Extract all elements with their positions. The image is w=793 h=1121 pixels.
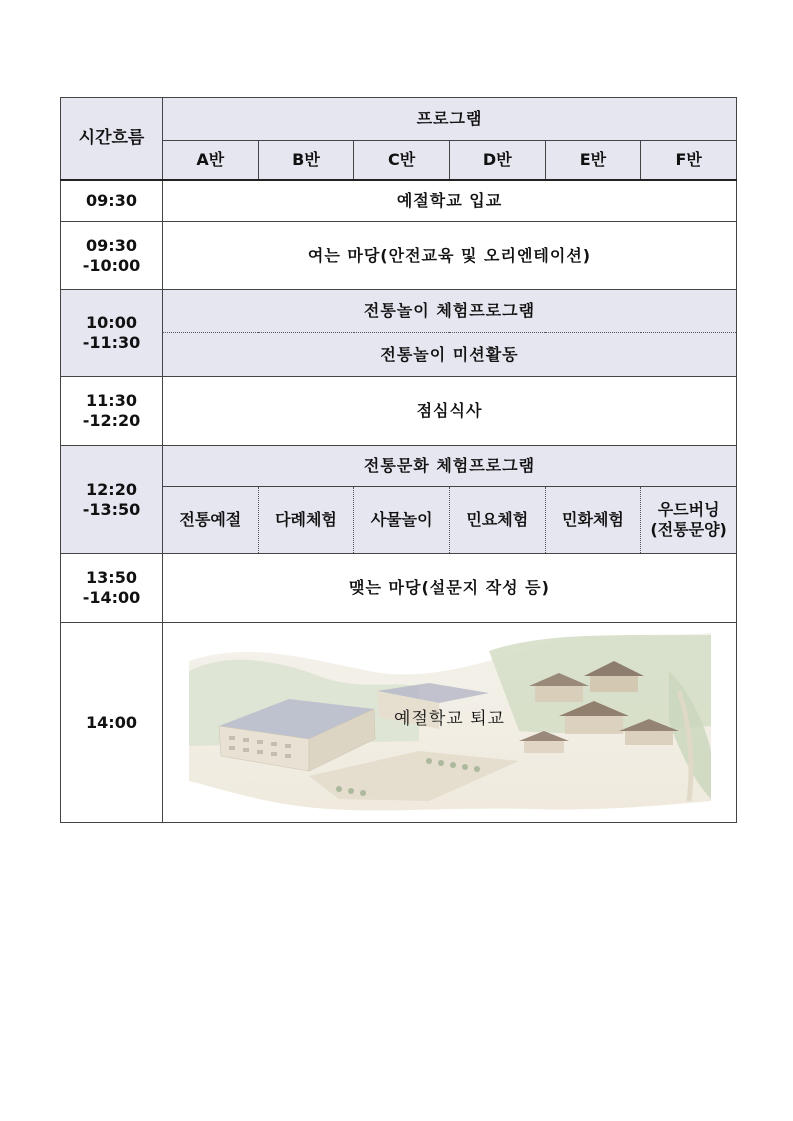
activity-b xyxy=(258,487,354,554)
time-start: 11:30 xyxy=(86,391,137,410)
activity-label: 사물놀이 xyxy=(370,510,433,529)
program-label: 맺는 마당(설문지 작성 등) xyxy=(349,578,550,597)
time-cell-1130-1220 xyxy=(61,377,163,446)
program-header xyxy=(163,98,737,141)
time-start: 09:30 xyxy=(86,235,137,255)
time-start: 13:50 xyxy=(86,568,137,587)
class-b-label: B반 xyxy=(292,149,320,169)
activity-label-line2: (전통문양) xyxy=(650,520,727,539)
program-label: 점심식사 xyxy=(416,401,483,420)
program-label: 전통문화 체험프로그램 xyxy=(363,456,536,475)
class-c-label: C반 xyxy=(388,149,416,169)
time-flow-header xyxy=(61,98,163,180)
program-cell-closing xyxy=(163,554,737,623)
time-cell-0930-1000 xyxy=(61,222,163,290)
class-d-label: D반 xyxy=(482,149,512,169)
class-f-header xyxy=(641,141,737,180)
program-cell-admission xyxy=(163,180,737,222)
time-cell-1000-1130 xyxy=(61,290,163,377)
time-label: 14:00 xyxy=(86,712,137,732)
program-cell-culture xyxy=(163,446,737,487)
program-label: 전통놀이 체험프로그램 xyxy=(363,301,536,320)
departure-illustration-area xyxy=(163,623,736,822)
time-cell-1350-1400 xyxy=(61,554,163,623)
time-cell-0930 xyxy=(61,180,163,222)
time-start: 10:00 xyxy=(86,313,137,332)
program-cell-departure xyxy=(163,623,737,823)
time-flow-label: 시간흐름 xyxy=(78,127,145,148)
time-label: 09:30 xyxy=(86,190,137,210)
class-e-label: E반 xyxy=(579,149,607,169)
class-f-label: F반 xyxy=(675,149,702,169)
activity-f xyxy=(641,487,737,554)
program-cell-lunch xyxy=(163,377,737,446)
program-label: 예절학교 입교 xyxy=(396,190,503,210)
departure-label: 예절학교 퇴교 xyxy=(394,709,505,729)
class-e-header xyxy=(545,141,641,180)
activity-e xyxy=(545,487,641,554)
activity-label: 전통예절 xyxy=(179,510,242,529)
time-end: -10:00 xyxy=(82,255,141,275)
time-cell-1400 xyxy=(61,623,163,823)
schedule-table xyxy=(60,97,737,823)
class-a-header xyxy=(163,141,259,180)
class-b-header xyxy=(258,141,354,180)
time-end: -14:00 xyxy=(82,588,141,607)
activity-label: 민화체험 xyxy=(562,510,624,529)
class-a-label: A반 xyxy=(196,149,225,169)
time-end: -12:20 xyxy=(82,411,141,430)
program-label: 프로그램 xyxy=(416,109,483,128)
time-cell-1220-1350 xyxy=(61,446,163,554)
program-cell-opening xyxy=(163,222,737,290)
activity-label: 민요체험 xyxy=(466,510,529,529)
activity-a xyxy=(163,487,259,554)
activity-label-line1: 우드버닝 xyxy=(657,500,720,519)
program-label: 전통놀이 미션활동 xyxy=(380,344,519,364)
activity-c xyxy=(354,487,450,554)
activity-label: 다례체험 xyxy=(275,510,337,529)
program-label: 여는 마당(안전교육 및 오리엔테이션) xyxy=(307,245,592,265)
class-c-header xyxy=(354,141,450,180)
class-d-header xyxy=(449,141,545,180)
program-cell-game-mission xyxy=(163,333,737,377)
time-start: 12:20 xyxy=(86,479,137,499)
time-end: -13:50 xyxy=(82,499,141,519)
program-cell-traditional-games xyxy=(163,290,737,333)
activity-d xyxy=(449,487,545,554)
time-end: -11:30 xyxy=(82,333,141,352)
